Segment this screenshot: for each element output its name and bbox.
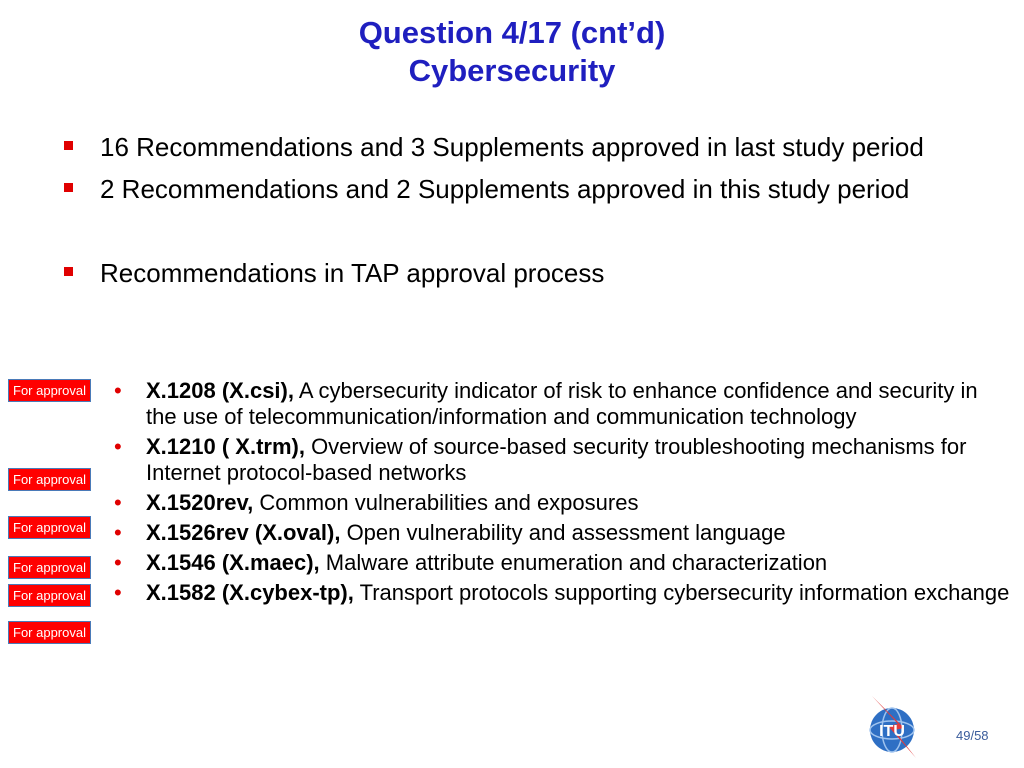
main-bullet-item (60, 252, 1000, 294)
round-bullet-icon: • (114, 378, 122, 403)
round-bullet-icon: • (114, 490, 122, 515)
for-approval-badge: For approval (8, 584, 91, 607)
recommendation-item (112, 580, 1012, 606)
recommendation-code: X.1526rev (X.oval), (146, 520, 341, 545)
recommendation-description: Open vulnerability and assessment language (340, 520, 786, 545)
recommendation-description: Transport protocols supporting cybersecurity information exchange (353, 580, 1010, 605)
main-bullet-item (60, 168, 1000, 210)
round-bullet-icon: • (114, 520, 122, 545)
main-bullet-item (60, 126, 1000, 168)
recommendation-code: X.1546 (X.maec), (146, 550, 320, 575)
recommendation-item (112, 550, 1012, 576)
sub-bullet-list (112, 378, 1012, 610)
slide-title (0, 14, 1024, 90)
recommendation-item (112, 490, 1012, 516)
recommendation-item (112, 378, 1012, 430)
round-bullet-icon: • (114, 434, 122, 459)
recommendation-code: X.1208 (X.csi), (146, 378, 294, 403)
recommendation-code: X.1582 (X.cybex-tp), (146, 580, 354, 605)
square-bullet-icon (64, 141, 73, 150)
round-bullet-icon: • (114, 550, 122, 575)
slide-title-line-2: Cybersecurity (408, 53, 616, 88)
recommendation-description: Malware attribute enumeration and characterization (319, 550, 828, 575)
recommendation-description: A cybersecurity indicator of risk to enhance confidence and security in the use of telecommunication/information and communication technology (146, 378, 978, 429)
for-approval-badge: For approval (8, 621, 91, 644)
recommendation-description: Common vulnerabilities and exposures (253, 490, 639, 515)
recommendation-description: Overview of source-based security troubleshooting mechanisms for Internet protocol-based networks (146, 434, 967, 485)
main-bullet-text: 2 Recommendations and 2 Supplements approved in this study period (100, 174, 910, 204)
square-bullet-icon (64, 267, 73, 276)
main-bullet-text: 16 Recommendations and 3 Supplements approved in last study period (100, 132, 924, 162)
square-bullet-icon (64, 183, 73, 192)
for-approval-badge: For approval (8, 556, 91, 579)
for-approval-badge: For approval (8, 516, 91, 539)
slide-title-line-1: Question 4/17 (cnt’d) (358, 15, 666, 50)
recommendation-code: X.1520rev, (146, 490, 254, 515)
recommendation-item (112, 520, 1012, 546)
for-approval-badge: For approval (8, 379, 91, 402)
logo-text: ITU (879, 723, 905, 740)
round-bullet-icon: • (114, 580, 122, 605)
for-approval-badge: For approval (8, 468, 91, 491)
itu-logo-icon (858, 690, 930, 762)
main-bullet-text: Recommendations in TAP approval process (100, 258, 605, 288)
recommendation-code: X.1210 ( X.trm), (146, 434, 305, 459)
page-number: 49/58 (956, 728, 989, 743)
recommendation-item (112, 434, 1012, 486)
main-bullet-list (60, 126, 1000, 294)
